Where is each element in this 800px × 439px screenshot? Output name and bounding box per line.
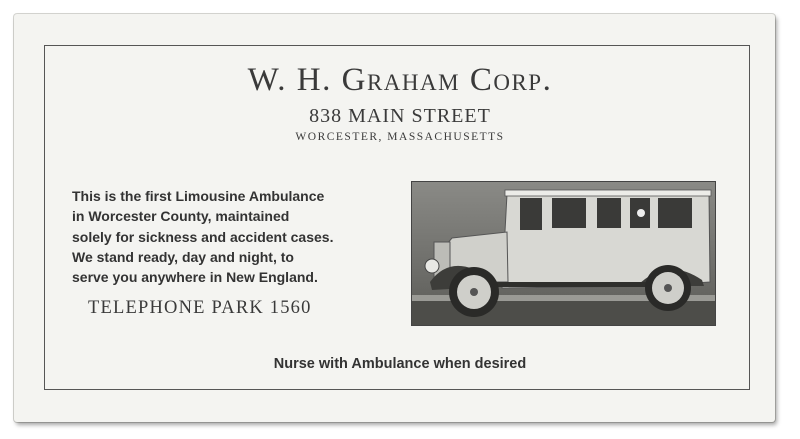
- description-line: in Worcester County, maintained: [72, 208, 290, 225]
- street-address: 838 MAIN STREET: [309, 105, 491, 127]
- ambulance-illustration: [412, 182, 715, 325]
- city-state: WORCESTER, MASSACHUSETTS: [295, 131, 505, 143]
- nurse-note: Nurse with Ambulance when desired: [273, 356, 527, 372]
- description-line: serve you anywhere in New England.: [72, 269, 318, 286]
- description-line: solely for sickness and accident cases.: [72, 228, 334, 245]
- description-paragraph: [72, 186, 377, 287]
- company-name: W. H. Graham Corp.: [247, 62, 553, 98]
- telephone-number: TELEPHONE PARK 1560: [88, 298, 312, 318]
- description-line: This is the first Limousine Ambulance: [72, 188, 325, 204]
- description-line: We stand ready, day and night, to: [72, 248, 294, 265]
- ambulance-photo: [411, 181, 716, 326]
